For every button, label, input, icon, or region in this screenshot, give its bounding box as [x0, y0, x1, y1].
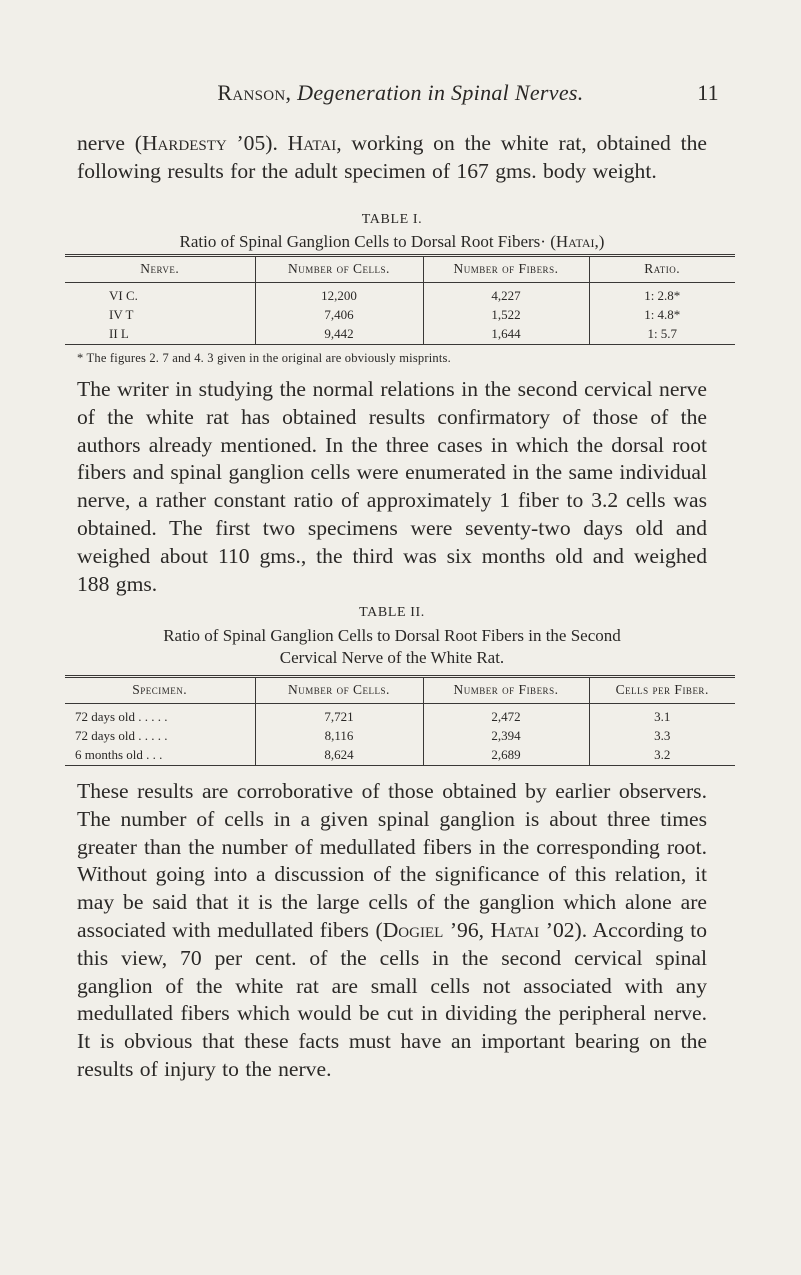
running-head	[0, 80, 801, 114]
table-cell: 1: 5.7	[589, 324, 735, 345]
table-cell: 2,472	[423, 704, 589, 727]
table-cell: 1,644	[423, 324, 589, 345]
table-cell: 12,200	[255, 283, 423, 306]
table-row	[65, 283, 735, 306]
table-cell: 3.2	[589, 745, 735, 766]
table-cell: 1: 2.8*	[589, 283, 735, 306]
table-cell: 3.1	[589, 704, 735, 727]
running-title	[0, 80, 801, 106]
table-cell: 6 months old . . .	[65, 745, 255, 766]
table1-footnote: * The figures 2. 7 and 4. 3 given in the original are obviously misprints.	[77, 351, 451, 365]
table1	[65, 254, 735, 345]
table-cell: VI C.	[109, 288, 138, 303]
table-cell: 2,394	[423, 726, 589, 745]
table-row	[65, 745, 735, 766]
column-header: Number of Cells.	[255, 677, 423, 704]
author-name-hardesty: Hardesty	[141, 131, 227, 155]
table-cell: 8,116	[255, 726, 423, 745]
table-cell: 7,721	[255, 704, 423, 727]
text-run: ’02). According to this view, 70 per cent. of the cells in the second cervical spinal ganglion of the white rat are small cells not associated with any medullated fibers which would be cut in dividing the peripheral nerve. It is obvious that these facts must have an important bearing on the results of injury to the nerve.	[77, 917, 708, 1081]
table-cell: 4,227	[423, 283, 589, 306]
caption-text: Ratio of Spinal Ganglion Cells to Dorsal Root Fibers· (	[179, 232, 556, 251]
running-head-subject: Degeneration in Spinal Nerves.	[297, 80, 584, 105]
text-run: These results are corroborative of those obtained by earlier observers. The number of cells in a given spinal ganglion is about three times greater than the number of medullated fibers in the corresponding root. Without going into a discussion of the significance of this relation, it may be said that it is the large cells of the ganglion which alone are associated with medullated fibers (	[77, 779, 707, 942]
table-cell: 7,406	[255, 305, 423, 324]
caption-line: Cervical Nerve of the White Rat.	[279, 648, 505, 667]
table-row	[65, 324, 735, 345]
table-cell: 1,522	[423, 305, 589, 324]
table1-caption	[77, 231, 707, 253]
table-cell: 72 days old . . . . .	[75, 728, 168, 743]
intro-paragraph	[77, 130, 707, 186]
caption-line: Ratio of Spinal Ganglion Cells to Dorsal Root Fibers in the Second	[163, 626, 621, 645]
table-row	[65, 704, 735, 727]
table-header-row	[65, 677, 735, 704]
table-cell: 8,624	[255, 745, 423, 766]
column-header: Number of Fibers.	[423, 256, 589, 283]
paragraph-3	[77, 778, 707, 1084]
caption-text: ,)	[594, 232, 605, 251]
table-row	[65, 305, 735, 324]
column-header: Ratio.	[589, 256, 735, 283]
running-head-author: Ranson,	[217, 80, 292, 105]
paragraph-2: The writer in studying the normal relations in the second cervical nerve of the white rat has obtained results confirmatory of those of the authors already mentioned. In the three cases in which the dorsal root fibers and spinal ganglion cells were enumerated in the same individual nerve, a rather constant ratio of approximately 1 fiber to 3.2 cells was obtained. The first two specimens were seventy-two days old and weighed about 110 gms., the third was six months old and weighed 188 gms.	[77, 377, 707, 596]
column-header: Specimen.	[65, 677, 255, 704]
author-name-dogiel: Dogiel	[382, 917, 444, 942]
table-cell: 2,689	[423, 745, 589, 766]
table-header-row	[65, 256, 735, 283]
table1-label: TABLE I.	[361, 212, 423, 227]
column-header: Nerve.	[65, 256, 255, 283]
table2-label: TABLE II.	[359, 605, 425, 620]
author-name-hatai: Hatai	[490, 917, 540, 942]
table2-caption	[77, 625, 707, 669]
page-number: 11	[697, 80, 719, 105]
table-cell: IV T	[109, 307, 134, 322]
table-row	[65, 726, 735, 745]
table-cell: 1: 4.8*	[589, 305, 735, 324]
column-header: Number of Fibers.	[423, 677, 589, 704]
text-run: nerve (	[77, 131, 142, 155]
author-name-hatai: Hatai	[287, 131, 337, 155]
text-run: ’96,	[443, 917, 491, 942]
table-cell: 3.3	[589, 726, 735, 745]
table2	[65, 675, 735, 766]
table-cell: 72 days old . . . . .	[75, 709, 168, 724]
text-run: ’05).	[226, 131, 288, 155]
table-cell: 9,442	[255, 324, 423, 345]
text-run: , working on the white rat, obtained the following results for the adult specimen of 167 gms. body weight.	[77, 131, 707, 183]
caption-author: Hatai	[555, 232, 595, 251]
column-header: Cells per Fiber.	[589, 677, 735, 704]
table-cell: II L	[65, 324, 255, 345]
column-header: Number of Cells.	[255, 256, 423, 283]
